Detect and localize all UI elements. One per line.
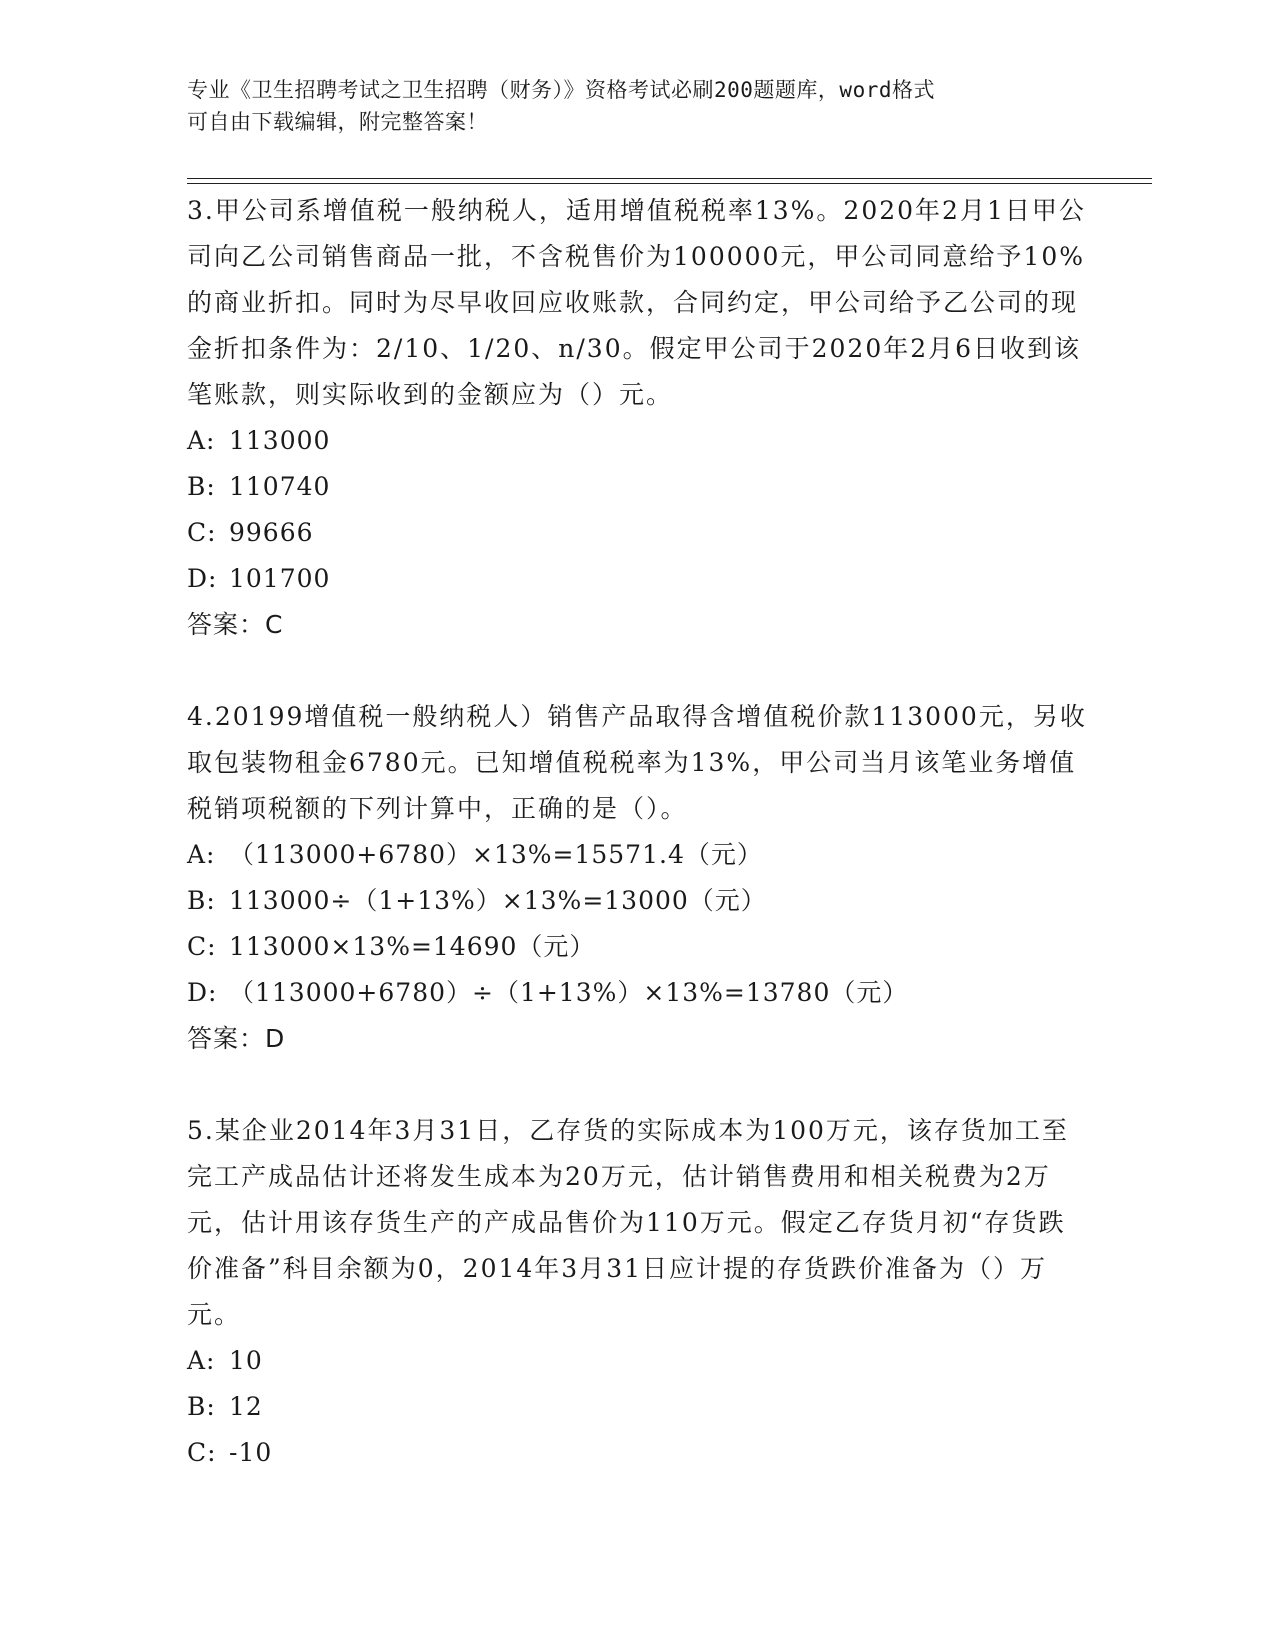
option-c [187, 1430, 1087, 1476]
option-letter: B: [187, 1392, 216, 1421]
option-letter: A: [187, 1346, 216, 1375]
option-letter: D: [187, 564, 218, 593]
header-title-line-1: 专业《卫生招聘考试之卫生招聘（财务）》资格考试必刷200题题库，word格式 [187, 78, 935, 102]
question-stem: 3.甲公司系增值税一般纳税人，适用增值税税率13%。2020年2月1日甲公司向乙公司销售商品一批，不含税售价为100000元，甲公司同意给予10%的商业折扣。同时为尽早收回应收账款，合同约定，甲公司给予乙公司的现金折扣条件为：2/10、1/20、n/30。假定甲公司于2020年2月6日收到该笔账款，则实际收到的金额应为（）元。 [187, 196, 1086, 409]
option-b [187, 1384, 1087, 1430]
spacer [187, 1062, 1087, 1108]
option-d [187, 556, 1087, 602]
spacer [187, 648, 1087, 694]
question-4 [187, 694, 1087, 1062]
question-stem: 5.某企业2014年3月31日，乙存货的实际成本为100万元，该存货加工至完工产成品估计还将发生成本为20万元，估计销售费用和相关税费为2万元，估计用该存货生产的产成品售价为110万元。假定乙存货月初“存货跌价准备”科目余额为0，2014年3月31日应计提的存货跌价准备为（）万元。 [187, 1116, 1069, 1329]
document-header [187, 74, 1067, 138]
option-letter: C: [187, 932, 217, 961]
answer-label: 答案：D [187, 1024, 286, 1053]
option-a [187, 1338, 1087, 1384]
option-text: 101700 [229, 564, 331, 593]
question-stem: 4.20199增值税一般纳税人）销售产品取得含增值税价款113000元，另收取包装物租金6780元。已知增值税税率为13%，甲公司当月该笔业务增值税销项税额的下列计算中，正确的是（）。 [187, 702, 1087, 823]
question-5 [187, 1108, 1087, 1476]
option-d [187, 970, 1087, 1016]
option-text: 113000 [229, 426, 331, 455]
option-text: （113000+6780）×13%=15571.4（元） [229, 840, 763, 869]
option-text: 12 [229, 1392, 263, 1421]
question-3 [187, 188, 1087, 648]
answer-label: 答案：C [187, 610, 284, 639]
option-letter: B: [187, 472, 216, 501]
option-letter: A: [187, 426, 216, 455]
option-c [187, 924, 1087, 970]
header-title-line-2: 可自由下载编辑，附完整答案！ [187, 110, 488, 134]
option-text: 99666 [229, 518, 314, 547]
option-text: 110740 [229, 472, 331, 501]
option-letter: B: [187, 886, 216, 915]
option-letter: C: [187, 1438, 217, 1467]
option-text: 113000÷（1+13%）×13%=13000（元） [229, 886, 767, 915]
option-letter: D: [187, 978, 218, 1007]
header-divider [187, 183, 1152, 184]
option-text: 10 [229, 1346, 263, 1375]
option-letter: A: [187, 840, 216, 869]
option-a [187, 418, 1087, 464]
option-letter: C: [187, 518, 217, 547]
option-text: （113000+6780）÷（1+13%）×13%=13780（元） [229, 978, 909, 1007]
header-divider [187, 178, 1152, 179]
question-list [187, 188, 1087, 1476]
option-a [187, 832, 1087, 878]
option-text: 113000×13%=14690（元） [229, 932, 596, 961]
option-text: -10 [229, 1438, 273, 1467]
option-b [187, 464, 1087, 510]
option-b [187, 878, 1087, 924]
option-c [187, 510, 1087, 556]
